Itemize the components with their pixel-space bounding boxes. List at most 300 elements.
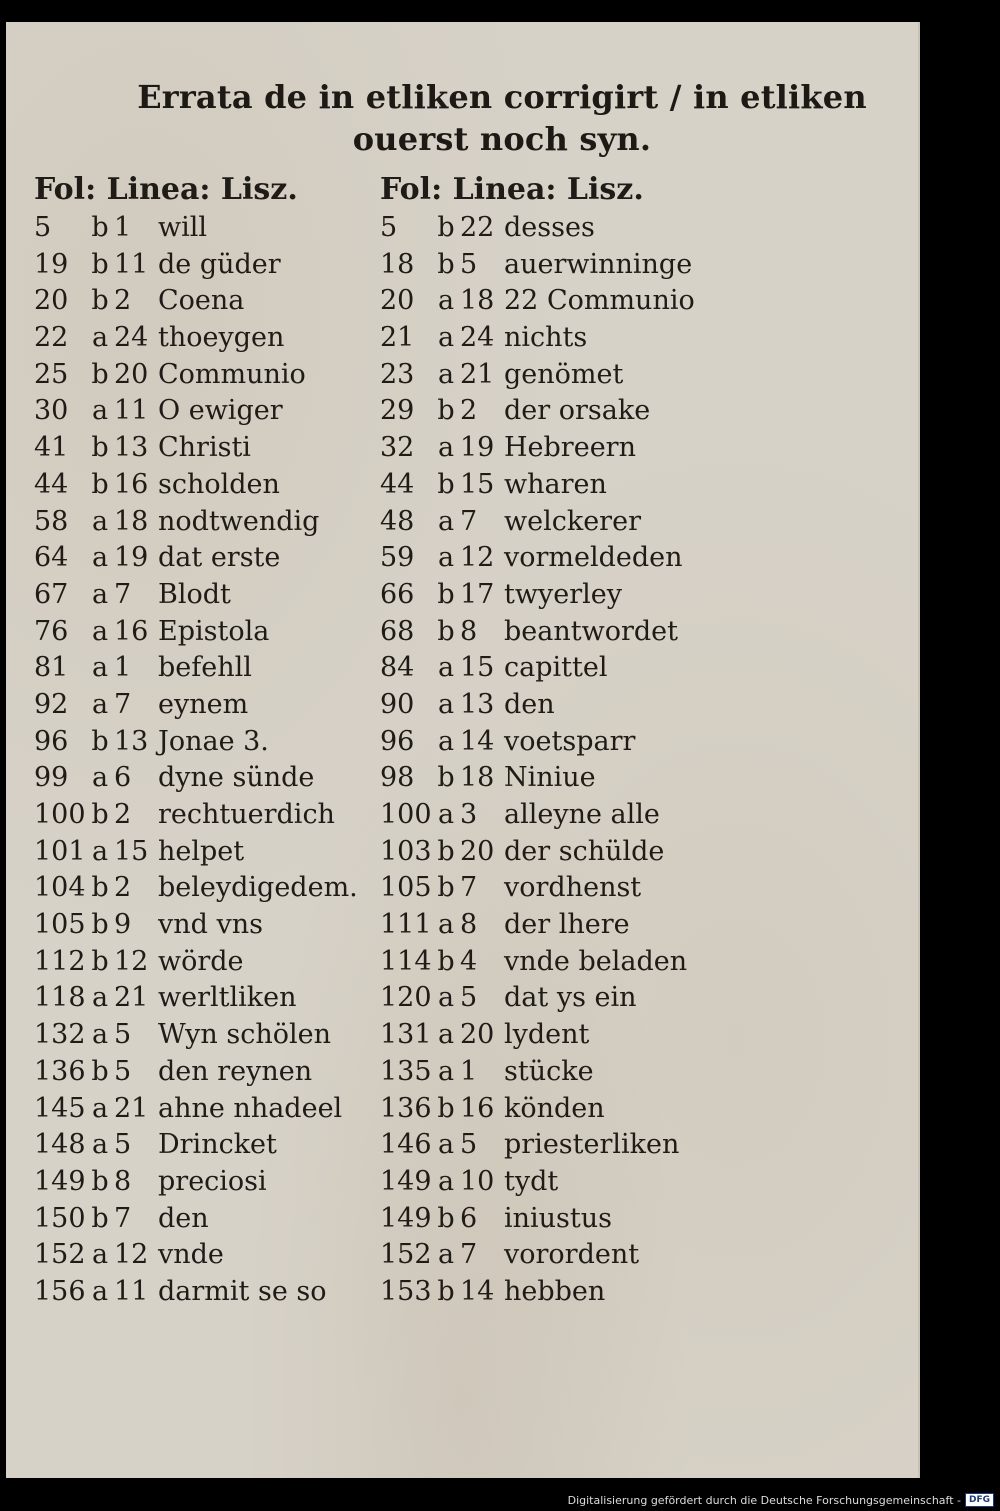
correction-word: Blodt xyxy=(158,578,231,610)
folio-number: 19 xyxy=(34,248,69,280)
column-letter: a xyxy=(437,725,455,757)
errata-row xyxy=(380,212,695,249)
errata-row xyxy=(34,469,358,506)
correction-word: Epistola xyxy=(158,615,270,647)
errata-rows-left xyxy=(34,212,358,1313)
column-letter: a xyxy=(91,505,109,537)
errata-row xyxy=(34,909,358,946)
column-letter: a xyxy=(91,762,109,794)
errata-row xyxy=(380,285,695,322)
errata-row xyxy=(34,506,358,543)
column-letter: b xyxy=(437,468,455,500)
errata-rows-right xyxy=(380,212,695,1313)
line-number: 2 xyxy=(460,395,478,427)
errata-row xyxy=(380,1203,695,1240)
column-letter: a xyxy=(91,1092,109,1124)
line-number: 3 xyxy=(460,799,478,830)
line-number: 7 xyxy=(460,872,478,904)
correction-word: helpet xyxy=(158,835,245,867)
line-number: 13 xyxy=(114,725,149,757)
errata-row xyxy=(380,909,695,946)
line-number: 21 xyxy=(114,1092,149,1124)
column-letter: a xyxy=(437,1239,455,1271)
line-number: 7 xyxy=(460,1239,478,1271)
line-number: 18 xyxy=(114,505,149,537)
column-letter: b xyxy=(437,1275,455,1307)
folio-number: 100 xyxy=(380,799,432,830)
errata-row xyxy=(380,1129,695,1166)
errata-row xyxy=(34,285,358,322)
errata-row xyxy=(380,1166,695,1203)
line-number: 9 xyxy=(114,909,132,941)
errata-row xyxy=(380,1276,695,1313)
column-letter: a xyxy=(437,1019,455,1051)
correction-word: beantwordet xyxy=(504,615,678,647)
line-number: 2 xyxy=(114,872,132,904)
correction-word: Niniue xyxy=(504,762,596,794)
correction-word: den xyxy=(158,1202,209,1234)
correction-word: vorordent xyxy=(504,1239,640,1271)
correction-word: dat ys ein xyxy=(504,982,637,1014)
folio-number: 41 xyxy=(34,432,69,464)
folio-number: 20 xyxy=(380,285,415,317)
line-number: 19 xyxy=(114,542,149,574)
folio-number: 18 xyxy=(380,248,415,280)
errata-row xyxy=(34,395,358,432)
folio-number: 149 xyxy=(380,1165,432,1197)
correction-word: lydent xyxy=(504,1019,590,1051)
correction-word: iniustus xyxy=(504,1202,612,1234)
column-letter: a xyxy=(91,578,109,610)
folio-number: 98 xyxy=(380,762,415,794)
line-number: 11 xyxy=(114,1275,149,1307)
correction-word: will xyxy=(158,212,208,243)
errata-row xyxy=(380,432,695,469)
errata-row xyxy=(34,1203,358,1240)
correction-word: der lhere xyxy=(504,909,630,941)
folio-number: 103 xyxy=(380,835,432,867)
errata-row xyxy=(380,836,695,873)
correction-word: Communio xyxy=(158,358,306,390)
page-title-line-1: Errata de in etliken corrigirt / in etliken xyxy=(137,78,867,116)
column-letter: b xyxy=(437,248,455,280)
page-title-line-2: ouerst noch syn. xyxy=(352,120,652,158)
errata-row xyxy=(34,799,358,836)
folio-number: 153 xyxy=(380,1275,432,1307)
column-letter: b xyxy=(437,615,455,647)
column-letter: b xyxy=(91,1055,109,1087)
line-number: 1 xyxy=(114,212,132,243)
folio-number: 66 xyxy=(380,578,415,610)
column-letter: a xyxy=(437,1129,455,1161)
line-number: 15 xyxy=(114,835,149,867)
column-letter: b xyxy=(91,909,109,941)
correction-word: Drincket xyxy=(158,1129,277,1161)
line-number: 16 xyxy=(114,615,149,647)
folio-number: 105 xyxy=(34,909,86,941)
folio-number: 152 xyxy=(380,1239,432,1271)
correction-word: dyne sünde xyxy=(158,762,315,794)
correction-word: priesterliken xyxy=(504,1129,680,1161)
folio-number: 30 xyxy=(34,395,69,427)
errata-row xyxy=(380,249,695,286)
column-letter: a xyxy=(437,322,455,354)
folio-number: 135 xyxy=(380,1055,432,1087)
line-number: 20 xyxy=(460,1019,495,1051)
correction-word: stücke xyxy=(504,1055,594,1087)
correction-word: wörde xyxy=(158,945,244,977)
errata-row xyxy=(380,469,695,506)
folio-number: 20 xyxy=(34,285,69,317)
correction-word: O ewiger xyxy=(158,395,283,427)
folio-number: 149 xyxy=(380,1202,432,1234)
line-number: 21 xyxy=(460,358,495,390)
line-number: 17 xyxy=(460,578,495,610)
line-number: 13 xyxy=(460,688,495,720)
folio-number: 96 xyxy=(380,725,415,757)
correction-word: nodtwendig xyxy=(158,505,320,537)
errata-row xyxy=(380,982,695,1019)
line-number: 7 xyxy=(114,578,132,610)
line-number: 5 xyxy=(114,1055,132,1087)
line-number: 6 xyxy=(460,1202,478,1234)
correction-word: desses xyxy=(504,212,595,243)
column-letter: b xyxy=(91,1202,109,1234)
column-header-left: Fol: Linea: Lisz. xyxy=(34,172,298,207)
folio-number: 101 xyxy=(34,835,86,867)
correction-word: der orsake xyxy=(504,395,651,427)
correction-word: werltliken xyxy=(158,982,297,1014)
errata-row xyxy=(34,652,358,689)
line-number: 1 xyxy=(460,1055,478,1087)
column-letter: a xyxy=(91,1239,109,1271)
correction-word: Wyn schölen xyxy=(158,1019,332,1051)
errata-row xyxy=(34,1239,358,1276)
errata-row xyxy=(34,542,358,579)
folio-number: 132 xyxy=(34,1019,86,1051)
footer-credit xyxy=(568,1493,994,1507)
column-letter: a xyxy=(437,542,455,574)
correction-word: vnde xyxy=(158,1239,224,1271)
correction-word: eynem xyxy=(158,688,249,720)
correction-word: beleydigedem. xyxy=(158,872,358,904)
folio-number: 114 xyxy=(380,945,432,977)
errata-row xyxy=(380,579,695,616)
correction-word: vnd vns xyxy=(158,909,264,941)
column-letter: b xyxy=(437,945,455,977)
column-letter: a xyxy=(91,322,109,354)
errata-row xyxy=(380,799,695,836)
line-number: 18 xyxy=(460,762,495,794)
column-letter: a xyxy=(437,799,455,830)
column-letter: a xyxy=(437,652,455,684)
correction-word: nichts xyxy=(504,322,588,354)
folio-number: 136 xyxy=(34,1055,86,1087)
errata-row xyxy=(380,726,695,763)
line-number: 1 xyxy=(114,652,132,684)
column-letter: a xyxy=(437,432,455,464)
folio-number: 68 xyxy=(380,615,415,647)
folio-number: 22 xyxy=(34,322,69,354)
correction-word: der schülde xyxy=(504,835,665,867)
errata-row xyxy=(380,359,695,396)
folio-number: 146 xyxy=(380,1129,432,1161)
column-letter: b xyxy=(91,248,109,280)
correction-word: thoeygen xyxy=(158,322,285,354)
folio-number: 21 xyxy=(380,322,415,354)
line-number: 14 xyxy=(460,725,495,757)
folio-number: 44 xyxy=(380,468,415,500)
column-letter: b xyxy=(437,578,455,610)
errata-row xyxy=(34,1166,358,1203)
correction-word: vormeldeden xyxy=(504,542,683,574)
line-number: 5 xyxy=(114,1129,132,1161)
line-number: 2 xyxy=(114,285,132,317)
correction-word: darmit se so xyxy=(158,1275,327,1307)
line-number: 15 xyxy=(460,468,495,500)
correction-word: Christi xyxy=(158,432,251,464)
errata-row xyxy=(34,212,358,249)
errata-row xyxy=(380,616,695,653)
correction-word: Hebreern xyxy=(504,432,636,464)
folio-number: 104 xyxy=(34,872,86,904)
column-header-right: Fol: Linea: Lisz. xyxy=(380,172,644,207)
footer-text: Digitalisierung gefördert durch die Deutsche Forschungsgemeinschaft - xyxy=(567,1493,961,1507)
column-letter: b xyxy=(91,945,109,977)
correction-word: genömet xyxy=(504,358,624,390)
folio-number: 44 xyxy=(34,468,69,500)
folio-number: 131 xyxy=(380,1019,432,1051)
line-number: 24 xyxy=(460,322,495,354)
folio-number: 81 xyxy=(34,652,69,684)
folio-number: 90 xyxy=(380,688,415,720)
line-number: 14 xyxy=(460,1275,495,1307)
folio-number: 32 xyxy=(380,432,415,464)
errata-row xyxy=(34,579,358,616)
folio-number: 64 xyxy=(34,542,69,574)
errata-row xyxy=(34,1276,358,1313)
folio-number: 149 xyxy=(34,1165,86,1197)
column-letter: a xyxy=(91,652,109,684)
correction-word: rechtuerdich xyxy=(158,799,335,830)
errata-row xyxy=(380,946,695,983)
folio-number: 136 xyxy=(380,1092,432,1124)
correction-word: befehll xyxy=(158,652,252,684)
correction-word: könden xyxy=(504,1092,605,1124)
column-letter: a xyxy=(437,285,455,317)
errata-row xyxy=(34,322,358,359)
folio-number: 152 xyxy=(34,1239,86,1271)
folio-number: 59 xyxy=(380,542,415,574)
column-letter: a xyxy=(437,358,455,390)
errata-row xyxy=(380,872,695,909)
line-number: 8 xyxy=(460,909,478,941)
document-page xyxy=(6,22,920,1478)
column-letter: a xyxy=(91,395,109,427)
errata-row xyxy=(34,872,358,909)
errata-row xyxy=(34,616,358,653)
errata-row xyxy=(380,395,695,432)
line-number: 12 xyxy=(114,1239,149,1271)
correction-word: hebben xyxy=(504,1275,606,1307)
correction-word: Coena xyxy=(158,285,245,317)
column-letter: a xyxy=(437,688,455,720)
folio-number: 5 xyxy=(380,212,398,243)
folio-number: 67 xyxy=(34,578,69,610)
column-letter: b xyxy=(437,1092,455,1124)
correction-word: Jonae 3. xyxy=(158,725,269,757)
errata-row xyxy=(34,1056,358,1093)
correction-word: capittel xyxy=(504,652,608,684)
errata-row xyxy=(34,762,358,799)
errata-column-right xyxy=(380,168,695,1313)
folio-number: 99 xyxy=(34,762,69,794)
errata-row xyxy=(380,652,695,689)
correction-word: twyerley xyxy=(504,578,622,610)
folio-number: 76 xyxy=(34,615,69,647)
correction-word: auerwinninge xyxy=(504,248,693,280)
correction-word: ahne nhadeel xyxy=(158,1092,343,1124)
column-letter: a xyxy=(91,688,109,720)
column-letter: a xyxy=(91,835,109,867)
correction-word: voetsparr xyxy=(504,725,636,757)
correction-word: vordhenst xyxy=(504,872,642,904)
folio-number: 58 xyxy=(34,505,69,537)
column-letter: b xyxy=(91,725,109,757)
errata-row xyxy=(380,762,695,799)
line-number: 8 xyxy=(460,615,478,647)
line-number: 8 xyxy=(114,1165,132,1197)
column-letter: b xyxy=(91,358,109,390)
errata-row xyxy=(380,689,695,726)
folio-number: 111 xyxy=(380,909,432,941)
errata-row xyxy=(34,432,358,469)
line-number: 7 xyxy=(114,688,132,720)
column-letter: a xyxy=(91,615,109,647)
correction-word: 22 Communio xyxy=(504,285,695,317)
line-number: 19 xyxy=(460,432,495,464)
column-letter: b xyxy=(91,872,109,904)
folio-number: 84 xyxy=(380,652,415,684)
column-letter: a xyxy=(91,1275,109,1307)
column-letter: b xyxy=(437,212,455,243)
column-letter: b xyxy=(437,1202,455,1234)
correction-word: de güder xyxy=(158,248,281,280)
errata-row xyxy=(34,1129,358,1166)
correction-word: dat erste xyxy=(158,542,281,574)
folio-number: 96 xyxy=(34,725,69,757)
folio-number: 92 xyxy=(34,688,69,720)
errata-row xyxy=(380,1019,695,1056)
line-number: 5 xyxy=(460,248,478,280)
errata-row xyxy=(380,1093,695,1130)
column-letter: b xyxy=(91,468,109,500)
column-letter: a xyxy=(91,1129,109,1161)
line-number: 13 xyxy=(114,432,149,464)
line-number: 10 xyxy=(460,1165,495,1197)
errata-row xyxy=(34,946,358,983)
column-letter: b xyxy=(437,762,455,794)
folio-number: 148 xyxy=(34,1129,86,1161)
errata-row xyxy=(380,1056,695,1093)
column-letter: b xyxy=(437,872,455,904)
errata-row xyxy=(34,689,358,726)
line-number: 5 xyxy=(460,982,478,1014)
errata-row xyxy=(380,1239,695,1276)
line-number: 12 xyxy=(460,542,495,574)
column-letter: a xyxy=(91,1019,109,1051)
folio-number: 150 xyxy=(34,1202,86,1234)
errata-row xyxy=(380,506,695,543)
line-number: 4 xyxy=(460,945,478,977)
line-number: 5 xyxy=(460,1129,478,1161)
folio-number: 5 xyxy=(34,212,52,243)
folio-number: 29 xyxy=(380,395,415,427)
folio-number: 23 xyxy=(380,358,415,390)
line-number: 2 xyxy=(114,799,132,830)
line-number: 12 xyxy=(114,945,149,977)
column-letter: b xyxy=(437,395,455,427)
column-letter: a xyxy=(437,1055,455,1087)
correction-word: scholden xyxy=(158,468,280,500)
correction-word: vnde beladen xyxy=(504,945,688,977)
errata-row xyxy=(34,359,358,396)
correction-word: preciosi xyxy=(158,1165,267,1197)
line-number: 21 xyxy=(114,982,149,1014)
column-letter: b xyxy=(91,432,109,464)
errata-row xyxy=(34,1019,358,1056)
correction-word: tydt xyxy=(504,1165,559,1197)
errata-row xyxy=(34,1093,358,1130)
line-number: 11 xyxy=(114,248,149,280)
column-letter: a xyxy=(91,542,109,574)
errata-row xyxy=(34,982,358,1019)
column-letter: a xyxy=(437,982,455,1014)
errata-row xyxy=(34,726,358,763)
folio-number: 156 xyxy=(34,1275,86,1307)
column-letter: a xyxy=(437,1165,455,1197)
column-letter: b xyxy=(91,799,109,830)
folio-number: 100 xyxy=(34,799,86,830)
line-number: 16 xyxy=(114,468,149,500)
line-number: 16 xyxy=(460,1092,495,1124)
line-number: 18 xyxy=(460,285,495,317)
folio-number: 120 xyxy=(380,982,432,1014)
folio-number: 112 xyxy=(34,945,86,977)
errata-column-left xyxy=(34,168,358,1313)
line-number: 11 xyxy=(114,395,149,427)
column-letter: b xyxy=(91,285,109,317)
line-number: 20 xyxy=(114,358,149,390)
line-number: 24 xyxy=(114,322,149,354)
errata-row xyxy=(34,249,358,286)
line-number: 22 xyxy=(460,212,495,243)
correction-word: wharen xyxy=(504,468,607,500)
line-number: 20 xyxy=(460,835,495,867)
folio-number: 105 xyxy=(380,872,432,904)
line-number: 6 xyxy=(114,762,132,794)
column-letter: b xyxy=(91,212,109,243)
line-number: 7 xyxy=(460,505,478,537)
correction-word: den xyxy=(504,688,555,720)
folio-number: 118 xyxy=(34,982,86,1014)
folio-number: 145 xyxy=(34,1092,86,1124)
line-number: 7 xyxy=(114,1202,132,1234)
errata-row xyxy=(380,322,695,359)
correction-word: den reynen xyxy=(158,1055,313,1087)
column-letter: a xyxy=(437,909,455,941)
dfg-logo: DFG xyxy=(965,1493,994,1507)
